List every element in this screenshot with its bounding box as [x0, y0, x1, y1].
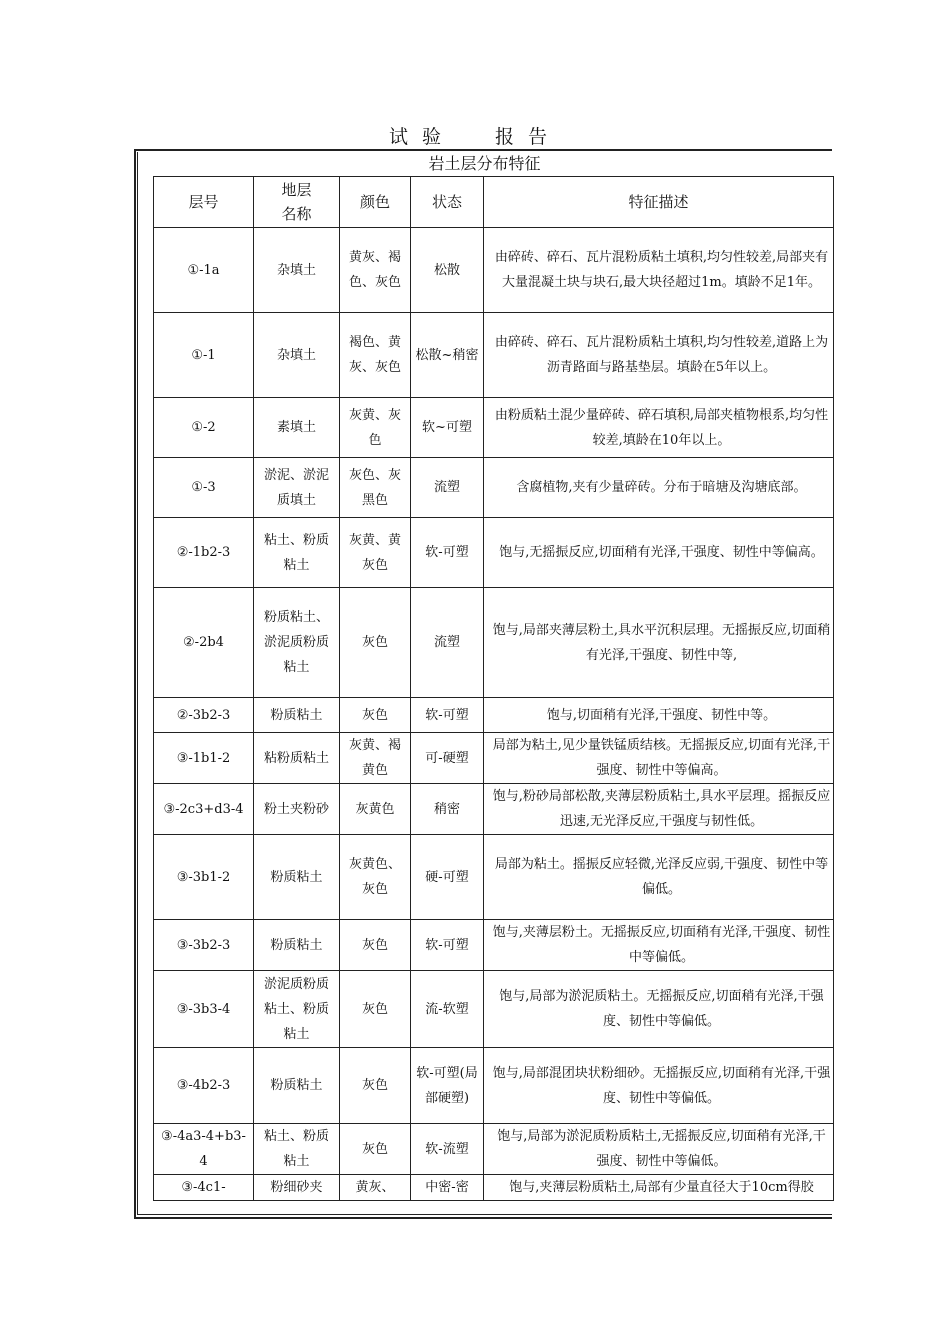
cell-description: 饱与,局部为淤泥质粉质粘土,无摇振反应,切面稍有光泽,干强度、韧性中等偏低。	[484, 1124, 834, 1175]
cell-description: 由碎砖、碎石、瓦片混粉质粘土填积,均匀性较差,局部夹有大量混凝土块与块石,最大块径超过1m。填龄不足1年。	[484, 228, 834, 313]
cell-description: 饱与,局部混团块状粉细砂。无摇振反应,切面稍有光泽,干强度、韧性中等偏低。	[484, 1048, 834, 1124]
cell-state: 松散	[411, 228, 484, 313]
cell-description: 饱与,局部夹薄层粉土,具水平沉积层理。无摇振反应,切面稍有光泽,干强度、韧性中等,	[484, 588, 834, 698]
cell-layer-no: ③-4c1-	[154, 1175, 254, 1201]
cell-layer-no: ②-3b2-3	[154, 698, 254, 733]
cell-description: 局部为粘土,见少量铁锰质结核。无摇振反应,切面有光泽,干强度、韧性中等偏高。	[484, 733, 834, 784]
cell-layer-name: 粉细砂夹	[254, 1175, 340, 1201]
header-description: 特征描述	[484, 177, 834, 228]
cell-layer-no: ①-3	[154, 458, 254, 518]
cell-description: 含腐植物,夹有少量碎砖。分布于暗塘及沟塘底部。	[484, 458, 834, 518]
cell-layer-name: 素填土	[254, 398, 340, 458]
cell-layer-no: ③-3b3-4	[154, 971, 254, 1048]
cell-description: 饱与,无摇振反应,切面稍有光泽,干强度、韧性中等偏高。	[484, 518, 834, 588]
cell-description: 饱与,夹薄层粉质粘土,局部有少量直径大于10cm得胶	[484, 1175, 834, 1201]
cell-state: 可-硬塑	[411, 733, 484, 784]
cell-layer-no: ③-3b2-3	[154, 920, 254, 971]
strata-table	[153, 176, 834, 1201]
cell-color: 褐色、黄灰、灰色	[340, 313, 411, 398]
table-row	[154, 784, 834, 835]
table-row	[154, 458, 834, 518]
cell-state: 流塑	[411, 458, 484, 518]
table-row	[154, 1048, 834, 1124]
cell-color: 灰色	[340, 698, 411, 733]
cell-state: 稍密	[411, 784, 484, 835]
table-row	[154, 698, 834, 733]
table-row	[154, 920, 834, 971]
cell-color: 黄灰、褐色、灰色	[340, 228, 411, 313]
cell-state: 软-可塑	[411, 920, 484, 971]
cell-color: 黄灰、	[340, 1175, 411, 1201]
cell-color: 灰色	[340, 1048, 411, 1124]
section-title: 岩土层分布特征	[428, 154, 541, 173]
cell-state: 软-可塑	[411, 518, 484, 588]
cell-layer-no: ①-2	[154, 398, 254, 458]
cell-state: 软-流塑	[411, 1124, 484, 1175]
cell-layer-no: ③-3b1-2	[154, 835, 254, 920]
cell-layer-no: ②-1b2-3	[154, 518, 254, 588]
cell-layer-name: 淤泥质粉质粘土、粉质粘土	[254, 971, 340, 1048]
cell-layer-name: 粘粉质粘土	[254, 733, 340, 784]
cell-layer-name: 淤泥、淤泥质填土	[254, 458, 340, 518]
cell-layer-name: 粉质粘土	[254, 835, 340, 920]
cell-layer-name: 粉土夹粉砂	[254, 784, 340, 835]
cell-color: 灰色	[340, 920, 411, 971]
cell-layer-no: ③-2c3+d3-4	[154, 784, 254, 835]
header-layer-name-line2: 名称	[281, 205, 312, 223]
cell-description: 由粉质粘土混少量碎砖、碎石填积,局部夹植物根系,均匀性较差,填龄在10年以上。	[484, 398, 834, 458]
cell-layer-no: ③-4b2-3	[154, 1048, 254, 1124]
cell-color: 灰黄、灰色	[340, 398, 411, 458]
cell-layer-name: 粉质粘土、淤泥质粉质粘土	[254, 588, 340, 698]
table-row	[154, 733, 834, 784]
table-row	[154, 313, 834, 398]
table-row	[154, 518, 834, 588]
cell-color: 灰黄、褐黄色	[340, 733, 411, 784]
table-row	[154, 971, 834, 1048]
header-layer-name-line1: 地层	[281, 181, 312, 199]
header-layer-no: 层号	[154, 177, 254, 228]
cell-state: 软-可塑	[411, 698, 484, 733]
cell-color: 灰色、灰黑色	[340, 458, 411, 518]
cell-layer-name: 杂填土	[254, 313, 340, 398]
cell-state: 松散~稍密	[411, 313, 484, 398]
cell-description: 由碎砖、碎石、瓦片混粉质粘土填积,均匀性较差,道路上为沥青路面与路基垫层。填龄在5年以上。	[484, 313, 834, 398]
cell-layer-name: 粘土、粉质粘土	[254, 518, 340, 588]
cell-layer-name: 杂填土	[254, 228, 340, 313]
cell-color: 灰黄、黄灰色	[340, 518, 411, 588]
cell-color: 灰色	[340, 971, 411, 1048]
header-layer-name	[254, 177, 340, 228]
cell-layer-name: 粉质粘土	[254, 920, 340, 971]
cell-state: 软~可塑	[411, 398, 484, 458]
cell-layer-no: ③-4a3-4+b3-4	[154, 1124, 254, 1175]
report-title: 试验 报告	[388, 126, 562, 148]
table-row	[154, 588, 834, 698]
cell-color: 灰黄色	[340, 784, 411, 835]
table-row	[154, 228, 834, 313]
table-row	[154, 1124, 834, 1175]
cell-description: 饱与,切面稍有光泽,干强度、韧性中等。	[484, 698, 834, 733]
table-row	[154, 835, 834, 920]
cell-state: 硬-可塑	[411, 835, 484, 920]
cell-state: 软-可塑(局部硬塑)	[411, 1048, 484, 1124]
cell-state: 流-软塑	[411, 971, 484, 1048]
cell-layer-name: 粉质粘土	[254, 1048, 340, 1124]
cell-layer-no: ②-2b4	[154, 588, 254, 698]
cell-description: 饱与,局部为淤泥质粘土。无摇振反应,切面稍有光泽,干强度、韧性中等偏低。	[484, 971, 834, 1048]
table-row	[154, 1175, 834, 1201]
cell-color: 灰黄色、灰色	[340, 835, 411, 920]
header-state: 状态	[411, 177, 484, 228]
cell-color: 灰色	[340, 588, 411, 698]
cell-layer-no: ③-1b1-2	[154, 733, 254, 784]
cell-description: 局部为粘土。摇振反应轻微,光泽反应弱,干强度、韧性中等偏低。	[484, 835, 834, 920]
cell-description: 饱与,夹薄层粉土。无摇振反应,切面稍有光泽,干强度、韧性中等偏低。	[484, 920, 834, 971]
table-row	[154, 398, 834, 458]
cell-layer-name: 粉质粘土	[254, 698, 340, 733]
cell-color: 灰色	[340, 1124, 411, 1175]
cell-description: 饱与,粉砂局部松散,夹薄层粉质粘土,具水平层理。摇振反应迅速,无光泽反应,干强度与韧性低。	[484, 784, 834, 835]
cell-layer-name: 粘土、粉质粘土	[254, 1124, 340, 1175]
cell-layer-no: ①-1a	[154, 228, 254, 313]
cell-state: 中密-密	[411, 1175, 484, 1201]
table-header-row	[154, 177, 834, 228]
cell-layer-no: ①-1	[154, 313, 254, 398]
frame-bottom-rule	[137, 1214, 832, 1215]
frame-inner-border	[137, 152, 138, 1214]
cell-state: 流塑	[411, 588, 484, 698]
header-color: 颜色	[340, 177, 411, 228]
